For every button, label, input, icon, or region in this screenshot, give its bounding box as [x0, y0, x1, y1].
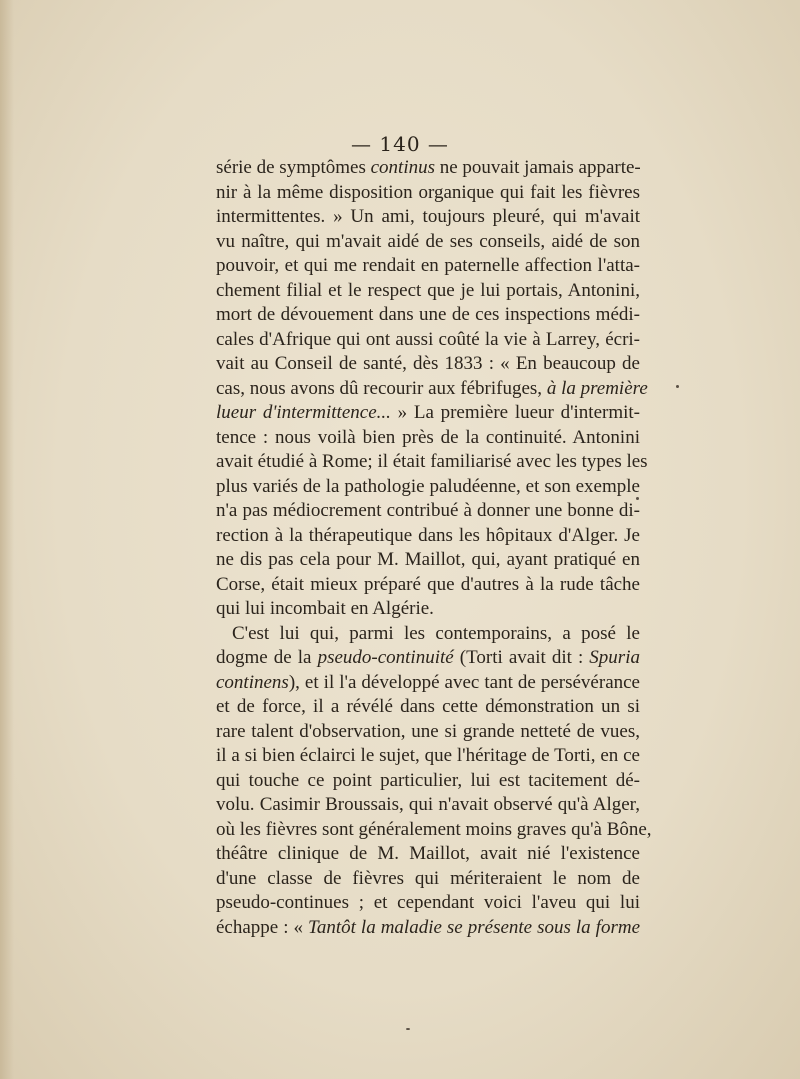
text-line: cas, nous avons dû recourir aux fébrifuges, à la première	[216, 377, 648, 399]
text-line: ne dis pas cela pour M. Maillot, qui, ayant pratiqué en	[216, 549, 640, 570]
text-line: cales d'Afrique qui ont aussi coûté la vie à Larrey, écri-	[216, 328, 640, 350]
text-line: C'est lui qui, parmi les contemporains, a posé le	[232, 622, 640, 644]
text-line: volu. Casimir Broussais, qui n'avait observé qu'à Alger,	[216, 794, 640, 815]
text-line: théâtre clinique de M. Maillot, avait nié l'existence	[216, 843, 640, 864]
text-line: dogme de la pseudo-continuité (Torti avait dit : Spuria	[216, 647, 640, 668]
text-line: lueur d'intermittence... » La première lueur d'intermit-	[216, 402, 640, 423]
text-line: chement filial et le respect que je lui portais, Antonini,	[216, 279, 640, 301]
text-line: mort de dévouement dans une de ces inspections médi-	[216, 304, 640, 325]
text-line: rare talent d'observation, une si grande netteté de vues,	[216, 720, 640, 742]
text-line: qui touche ce point particulier, lui est tacitement dé-	[216, 769, 640, 791]
body-text	[216, 156, 652, 940]
text-line: vu naître, qui m'avait aidé de ses conseils, aidé de son	[216, 230, 640, 252]
text-line: qui lui incombait en Algérie.	[216, 598, 434, 619]
text-line: Corse, était mieux préparé que d'autres à la rude tâche	[216, 573, 640, 595]
text-line: pseudo-continues ; et cependant voici l'aveu qui lui	[216, 892, 640, 913]
text-line: continens), et il l'a développé avec tant de persévérance	[216, 671, 640, 693]
paper-speck	[636, 497, 639, 500]
text-line: plus variés de la pathologie paludéenne, et son exemple	[216, 475, 640, 497]
text-line: et de force, il a révélé dans cette démonstration un si	[216, 696, 640, 717]
text-line: nir à la même disposition organique qui fait les fièvres	[216, 181, 640, 203]
text-line: d'une classe de fièvres qui mériteraient le nom de	[216, 867, 640, 889]
page-number: — 140 —	[351, 132, 449, 156]
text-line: échappe : « Tantôt la maladie se présente sous la forme	[216, 916, 641, 938]
text-line: où les fièvres sont généralement moins graves qu'à Bône,	[216, 818, 652, 840]
text-line: vait au Conseil de santé, dès 1833 : « En beaucoup de	[216, 353, 640, 374]
text-line: série de symptômes continus ne pouvait jamais apparte-	[216, 157, 641, 178]
text-line: rection à la thérapeutique dans les hôpitaux d'Alger. Je	[216, 524, 640, 546]
text-line: n'a pas médiocrement contribué à donner une bonne di-	[216, 500, 640, 521]
paper-speck	[676, 385, 679, 388]
page-edge-shadow	[0, 0, 14, 1079]
text-line: intermittentes. » Un ami, toujours pleuré, qui m'avait	[216, 206, 640, 227]
paper-speck	[406, 1028, 410, 1030]
text-line: tence : nous voilà bien près de la continuité. Antonini	[216, 426, 640, 448]
text-line: il a si bien éclairci le sujet, que l'héritage de Torti, en ce	[216, 745, 640, 766]
text-line: pouvoir, et qui me rendait en paternelle affection l'atta-	[216, 255, 640, 276]
text-line: avait étudié à Rome; il était familiarisé avec les types les	[216, 451, 648, 472]
